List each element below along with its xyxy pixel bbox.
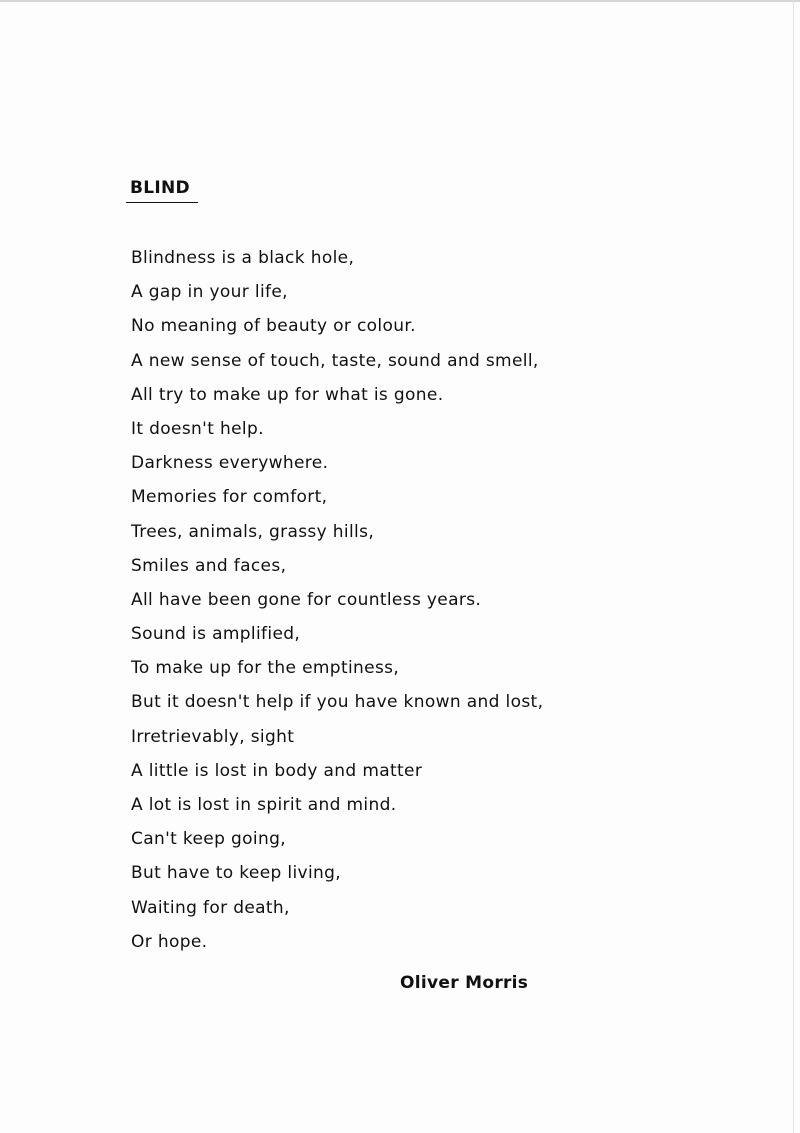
poem-line: Darkness everywhere. [131, 453, 329, 474]
poem-line: All have been gone for countless years. [131, 589, 482, 610]
page-right-edge [793, 0, 794, 1133]
poem-line: A lot is lost in spirit and mind. [131, 795, 397, 815]
poem-line: No meaning of beauty or colour. [131, 316, 416, 337]
poem-line: Blindness is a black hole, [131, 248, 355, 268]
poem-line: Smiles and faces, [131, 555, 287, 576]
poem-line: All try to make up for what is gone. [131, 384, 444, 405]
poem-line: Or hope. [131, 931, 208, 952]
poem-title: BLIND [130, 178, 190, 198]
poem-line: A gap in your life, [131, 282, 288, 303]
poem-line: A new sense of touch, taste, sound and smell, [131, 350, 539, 371]
title-underline [126, 202, 198, 203]
poem-line: To make up for the emptiness, [131, 658, 400, 679]
poem-body [131, 244, 543, 962]
poem-line: Irretrievably, sight [131, 726, 295, 747]
poem-line: But it doesn't help if you have known and lost, [131, 692, 544, 713]
poem-line: Waiting for death, [131, 897, 290, 918]
poem-line: Memories for comfort, [131, 487, 328, 508]
poem-author: Oliver Morris [400, 973, 529, 993]
poem-line: But have to keep living, [131, 863, 342, 884]
poem-line: A little is lost in body and matter [131, 760, 423, 781]
page-top-edge [0, 0, 800, 2]
poem-line: Can't keep going, [131, 829, 286, 850]
poem-line: Trees, animals, grassy hills, [131, 521, 375, 542]
poem-line: Sound is amplified, [131, 624, 301, 645]
poem-line: It doesn't help. [131, 418, 264, 439]
